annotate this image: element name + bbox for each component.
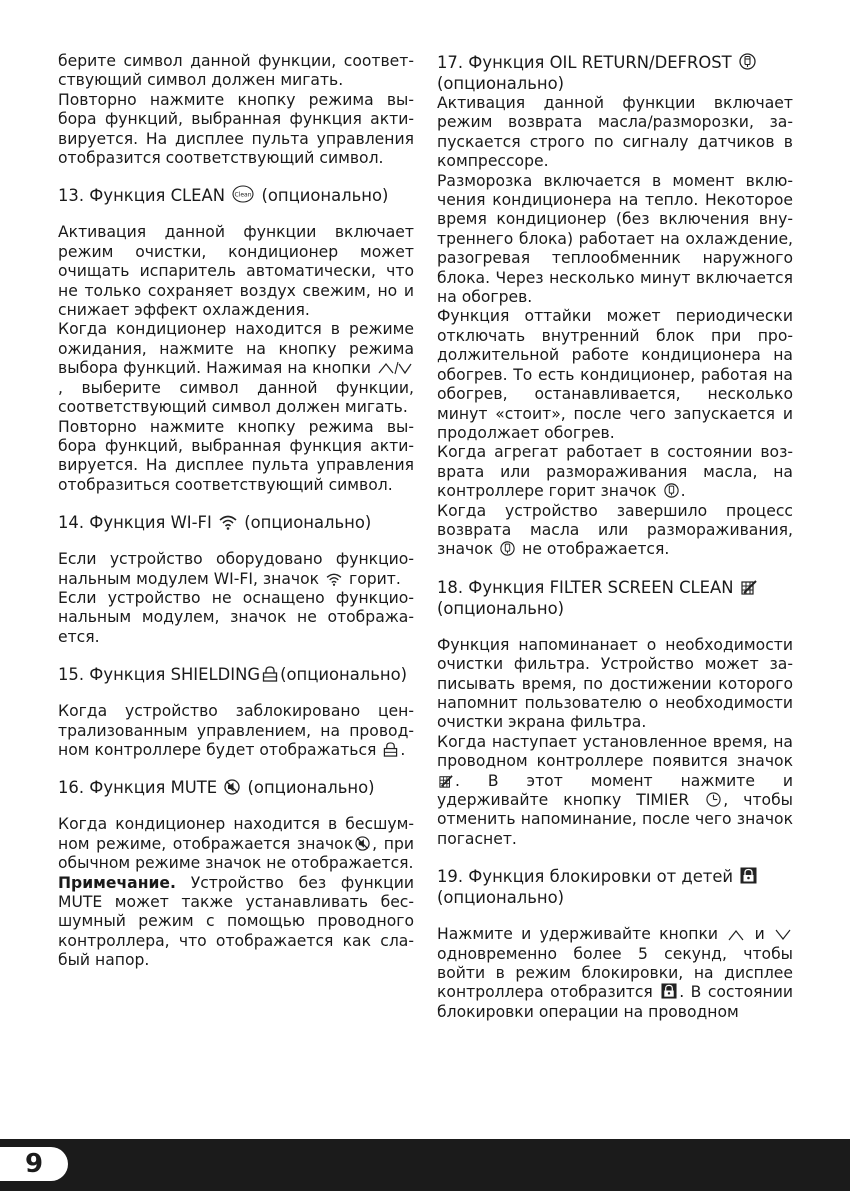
section-16-paragraph-1: Когда кондиционер находится в бесшумном режиме, отображается значок , при обычном режиме значок не отображается.	[58, 815, 414, 873]
section-15-paragraph-1: Когда устройство заблокировано централизованным управлением, на проводном контроллере будет отображаться .	[58, 702, 414, 759]
note-label: Примечание.	[58, 873, 176, 892]
defrost-icon-inline-2	[500, 541, 515, 556]
section-17-paragraph-4: Когда агрегат работает в состоянии возврата или размораживания масла, на контроллере горит значок .	[437, 443, 793, 501]
intro-paragraph-2: Повторно нажмите кнопку режима выбора функций, выбранная функция активируется. На дисплее пульта управления отобразится соответствующий символ.	[58, 90, 414, 168]
clean-icon-text: Clean	[234, 191, 252, 199]
page-number: 9	[0, 1147, 68, 1181]
defrost-icon	[739, 53, 756, 70]
section-17-heading: 17. Функция OIL RETURN/DEFROST (опционально)	[437, 52, 793, 94]
section-18-paragraph-1: Функция напоминанает о необходимости очистки фильтра. Устройство может записывать время, по достижении которого напомнит пользователю о необходимости очистки экрана фильтра.	[437, 635, 793, 732]
wifi-icon	[219, 515, 237, 530]
wifi-icon-inline	[326, 573, 342, 586]
section-16-heading: 16. Функция MUTE (опционально)	[58, 778, 375, 798]
child-lock-icon	[740, 867, 757, 884]
section-13-paragraph-3: Повторно нажмите кнопку режима выбора функций, выбранная функция активируется. На дисплее пульта управления отобразиться соответствующий символ.	[58, 417, 414, 494]
mute-icon	[224, 779, 240, 795]
section-17-paragraph-5: Когда устройство завершило процесс возврата масла или размораживания, значок не отображается.	[437, 501, 793, 559]
section-17-paragraph-2: Разморозка включается в момент включения кондиционера на тепло. Некоторое время кондиционер (без включения внутреннего блока) работает на охлаждение, разогревая теплообменник наружного блока. Через несколько минут включается на обогрев.	[437, 171, 793, 307]
section-16-note: Примечание. Устройство без функции MUTE может также устанавливать бесшумный режим с помощью проводного контроллера, что отображается как слабый напор.	[58, 873, 414, 970]
child-lock-icon-inline	[661, 983, 677, 999]
section-14-paragraph-2: Если устройство не оснащено функциональным модулем, значок не отображается.	[58, 588, 414, 646]
section-19-paragraph-1: Нажмите и удерживайте кнопки и одновременно более 5 секунд, чтобы войти в режим блокировки, на дисплее контроллера отобразится . В состоянии блокировки операции на проводном	[437, 925, 793, 1021]
section-18-paragraph-2: Когда наступает установленное время, на проводном контроллере появится значок . В этот момент нажмите и удерживайте кнопку TIMIER , чтобы отменить напоминание, после чего значок погаснет.	[437, 732, 793, 848]
clean-icon	[232, 185, 254, 203]
section-14-heading: 14. Функция WI-FI (опционально)	[58, 513, 372, 533]
mute-icon-inline	[355, 836, 370, 851]
filter-icon-inline	[439, 775, 453, 788]
timer-icon	[706, 792, 721, 807]
section-17-paragraph-3: Функция оттайки может периодически отключать внутренний блок при продолжительной работе кондиционера на обогрев. То есть кондиционер, работая на обогрев, останавливается, несколько минут «стоит», после чего запускается и продолжает обогрев.	[437, 307, 793, 442]
section-18-heading: 18. Функция FILTER SCREEN CLEAN (опционально)	[437, 577, 793, 619]
shielding-icon-inline	[383, 742, 398, 757]
page-footer	[0, 1139, 850, 1191]
section-19-heading: 19. Функция блокировки от детей (опционально)	[437, 866, 793, 908]
section-13-paragraph-1: Активация данной функции включает режим очистки, кондиционер может очищать испаритель автоматически, что не только сохраняет воздух свежим, но и снижает эффект охлаждения.	[58, 223, 414, 320]
section-15-heading: 15. Функция SHIELDING (опционально)	[58, 665, 408, 685]
section-14-paragraph-1: Если устройство оборудовано функциональным модулем WI-FI, значок горит.	[58, 550, 414, 588]
section-17-paragraph-1: Активация данной функции включает режим возврата масла/разморозки, запускается строго по сигналу датчиков в компрессоре.	[437, 94, 793, 171]
section-13-heading: 13. Функция CLEAN Clean (опционально)	[58, 186, 389, 206]
section-13-paragraph-2: Когда кондиционер находится в режиме ожидания, нажмите на кнопку режима выбора функций. Нажимая на кнопки , выберите символ данной функции, соответствующий символ должен мигать.	[58, 320, 414, 417]
intro-paragraph-1: берите символ данной функции, соответствующий символ должен мигать.	[58, 52, 414, 90]
up-down-arrows-icon	[378, 361, 412, 375]
up-arrow-icon	[728, 929, 744, 941]
down-arrow-icon	[775, 929, 791, 941]
defrost-icon-inline	[664, 483, 679, 498]
left-column	[58, 52, 414, 971]
right-column	[437, 52, 793, 1022]
shielding-icon	[262, 666, 278, 682]
filter-icon	[741, 580, 757, 595]
